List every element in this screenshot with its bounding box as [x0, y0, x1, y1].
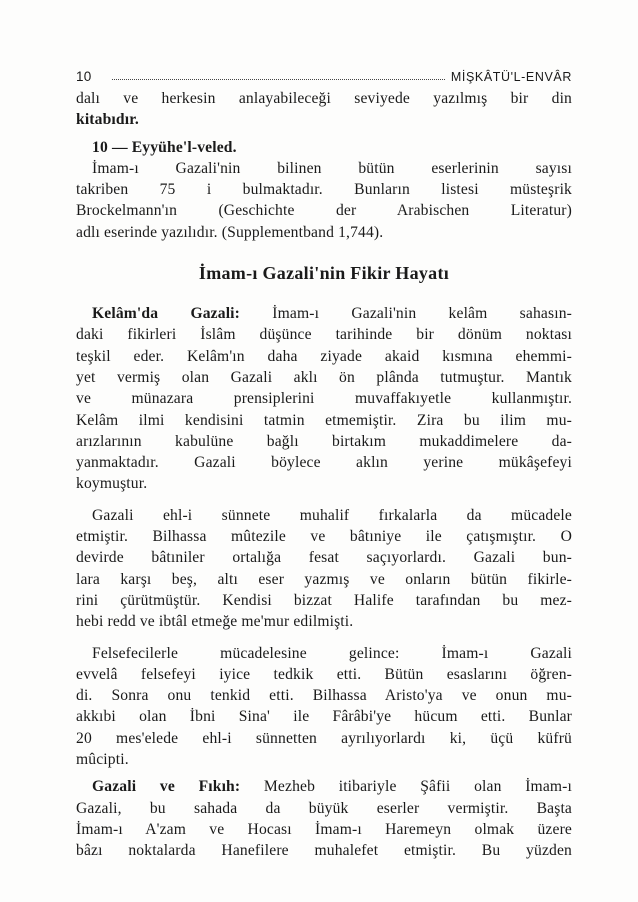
- intro-line: kitabıdır.: [76, 111, 139, 129]
- paragraph-fikih-line: Gazali, bu sahada da büyük eserler vermiştir. Başta: [76, 799, 572, 817]
- paragraph-fırkalar-line: devirde bâtıniler ortalığa fesat saçıyorlardı. Gazali bun-: [76, 549, 572, 567]
- entry-line: takriben 75 i bulmaktadır. Bunların listesi müsteşrik: [76, 181, 572, 199]
- paragraph-kelam-line: daki fikirleri İslâm düşünce tarihinde bir dönüm noktası: [76, 326, 572, 344]
- entry-line: İmam-ı Gazali'nin bilinen bütün eserlerinin sayısı: [92, 159, 572, 177]
- paragraph-felsefe-line: di. Sonra onu tenkid etti. Bilhassa Aristo'ya ve onun mu-: [76, 687, 572, 705]
- paragraph-fırkalar-line: hebi redd ve ibtâl etmeğe me'mur edilmişti.: [76, 613, 354, 631]
- paragraph-felsefe-line: mûcipti.: [76, 751, 129, 769]
- paragraph-fikih-line: İmam-ı A'zam ve Hocası İmam-ı Haremeyn olmak üzere: [76, 820, 572, 838]
- paragraph-kelam-line: ve münazara prensiplerini muvaffakıyetle kullanmıştır.: [76, 390, 572, 408]
- paragraph-kelam-first-line: [76, 303, 572, 324]
- paragraph-kelam-lead: Kelâm'da Gazali:: [92, 305, 240, 323]
- entry-line: adlı eserinde yazılıdır. (Supplementband 1,744).: [76, 223, 384, 241]
- intro-line: dalı ve herkesin anlayabileceği seviyede yazılmış bir din: [76, 90, 572, 107]
- paragraph-fikih-line: bâzı noktalarda Hanefilere muhalefet etmiştir. Bu yüzden: [76, 842, 572, 860]
- running-title: MİŞKÂTÜ'L-ENVÂR: [450, 70, 572, 84]
- paragraph-fırkalar-line: lara karşı beş, altı eser yazmış ve onların bütün fikirle-: [76, 570, 572, 588]
- paragraph-kelam-line: yanmaktadır. Gazali böylece aklın yerine mükâşefeyi: [76, 454, 572, 472]
- paragraph-felsefe-line: akkıbi olan İbni Sina' ile Fârâbi'ye hücum etti. Bunlar: [76, 708, 572, 726]
- paragraph-fırkalar-line: rini çürütmüştür. Kendisi bizzat Halife tarafından bu mez-: [76, 591, 572, 609]
- paragraph-kelam-line: Kelâm ilmi kendisini tatmin etmemiştir. Zira bu ilim mu-: [76, 411, 572, 429]
- paragraph-felsefe-line: evvelâ felsefeyi iyice tedkik etti. Bütün esaslarını öğren-: [76, 665, 572, 683]
- paragraph-fikih-first-rest: Mezheb itibariyle Şâfii olan İmam-ı: [240, 778, 573, 796]
- header-dotted-leader: [112, 78, 445, 80]
- paragraph-fikih-lead: Gazali ve Fıkıh:: [92, 778, 241, 796]
- page-number: 10: [76, 69, 92, 84]
- section-heading: İmam-ı Gazali'nin Fikir Hayatı: [198, 263, 450, 284]
- entry-title: 10 — Eyyühe'l-veled.: [92, 138, 237, 156]
- paragraph-kelam-line: arızlarının kabulüne bağlı birtakım mukaddimelere da-: [76, 432, 572, 450]
- paragraph-kelam-line: yet vermiş olan Gazali aklı ön plânda tutmuştur. Mantık: [76, 368, 572, 386]
- paragraph-kelam-first-rest: İmam-ı Gazali'nin kelâm sahasın-: [240, 305, 572, 323]
- paragraph-fikih-first-line: [76, 776, 572, 797]
- paragraph-kelam-line: teşkil eder. Kelâm'ın daha ziyade akaid kısmına ehemmi-: [76, 347, 572, 365]
- paragraph-felsefe-line: 20 mes'elede ehl-i sünnetten ayrılıyorlardı ki, üçü küfrü: [76, 729, 572, 747]
- paragraph-kelam-line: koymuştur.: [76, 475, 148, 493]
- page-body: [76, 88, 572, 862]
- paragraph-felsefe-line: Felsefecilerle mücadelesine gelince: İmam-ı Gazali: [92, 644, 572, 662]
- entry-line: Brockelmann'ın (Geschichte der Arabischen Literatur): [76, 202, 572, 220]
- paragraph-fırkalar-line: etmiştir. Bilhassa mûtezile ve bâtıniye ile çatışmıştır. O: [76, 528, 572, 546]
- page-header: [76, 62, 572, 84]
- paragraph-fırkalar-line: Gazali ehl-i sünnete muhalif fırkalarla da mücadele: [92, 506, 572, 524]
